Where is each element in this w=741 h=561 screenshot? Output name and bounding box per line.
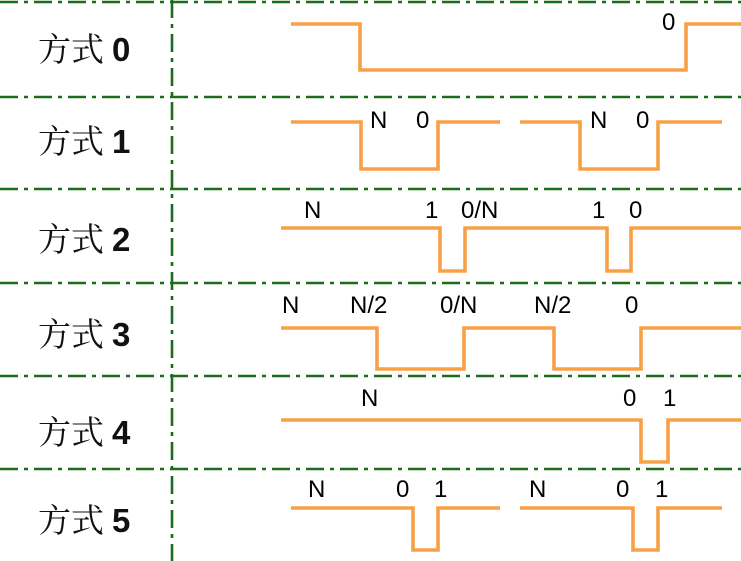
annotation-n: N <box>370 107 388 134</box>
row-label-prefix: 方式 <box>38 315 104 354</box>
waveform-segment-b <box>520 122 722 169</box>
annotation-0: 0 <box>662 9 676 36</box>
row-mode-4 <box>38 385 741 462</box>
annotation-n: N <box>590 107 608 134</box>
waveform-segment-a <box>291 122 500 169</box>
row-label-prefix: 方式 <box>38 220 104 259</box>
annotation-n-half: N/2 <box>350 292 388 319</box>
annotation-1: 1 <box>434 476 448 503</box>
annotation-n: N <box>304 197 322 224</box>
annotation-1: 1 <box>663 385 677 412</box>
annotation-0: 0 <box>629 197 643 224</box>
row-label-prefix: 方式 <box>38 413 104 452</box>
row-label-number: 4 <box>112 414 131 451</box>
row-mode-3 <box>38 292 741 369</box>
annotation-0: 0 <box>623 385 637 412</box>
annotation-0: 0 <box>616 476 630 503</box>
row-label-number: 1 <box>112 123 131 160</box>
annotation-1: 1 <box>592 197 606 224</box>
row-label-number: 3 <box>112 316 131 353</box>
row-label <box>38 413 131 452</box>
waveform <box>281 420 741 462</box>
row-label <box>38 122 130 161</box>
annotation-n: N <box>361 385 379 412</box>
annotation-n: N <box>308 476 326 503</box>
row-label-prefix: 方式 <box>38 30 104 69</box>
annotation-0: 0 <box>396 476 410 503</box>
annotation-1: 1 <box>425 197 439 224</box>
row-label-number: 5 <box>112 502 131 539</box>
row-label-prefix: 方式 <box>38 501 104 540</box>
waveform-segment-b <box>520 508 722 550</box>
annotation-0: 0 <box>416 107 430 134</box>
annotation-0-n: 0/N <box>440 292 478 319</box>
annotation-0-n: 0/N <box>461 197 499 224</box>
waveform <box>281 328 741 369</box>
annotation-0: 0 <box>636 107 650 134</box>
row-mode-0 <box>38 9 741 70</box>
annotation-0: 0 <box>625 292 639 319</box>
row-label-prefix: 方式 <box>38 122 104 161</box>
row-label <box>38 315 130 354</box>
row-mode-2 <box>38 197 741 271</box>
row-mode-1 <box>38 107 722 169</box>
annotation-n: N <box>282 292 300 319</box>
row-label <box>38 220 130 259</box>
row-label-number: 0 <box>112 31 131 68</box>
row-label <box>38 501 130 540</box>
annotation-1: 1 <box>655 476 669 503</box>
waveform <box>281 228 741 271</box>
annotation-n-half: N/2 <box>534 292 572 319</box>
annotation-n: N <box>529 476 547 503</box>
waveform-segment-a <box>291 508 500 550</box>
row-label <box>38 30 130 69</box>
row-mode-5 <box>38 476 722 550</box>
row-label-number: 2 <box>112 221 131 258</box>
